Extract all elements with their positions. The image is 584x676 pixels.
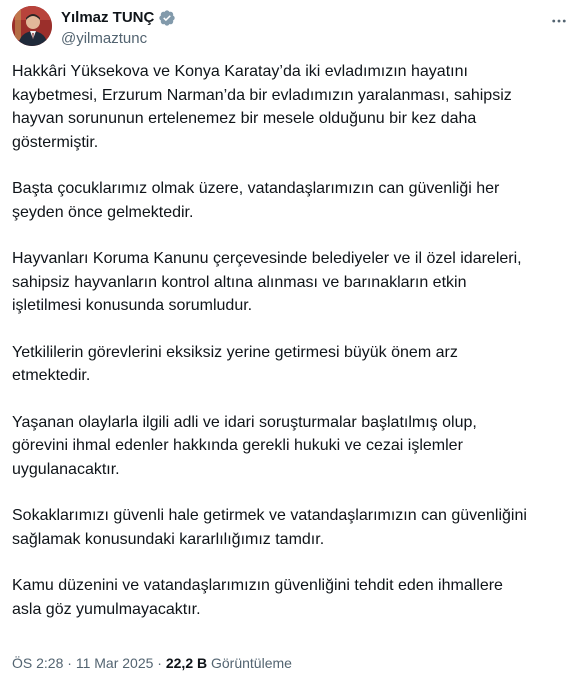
meta-separator: · [63,655,76,671]
verified-badge-icon [158,9,176,27]
tweet-paragraph: Hakkâri Yüksekova ve Konya Karatay’da iki evladımızın hayatını kaybetmesi, Erzurum Narman’da bir evladımızın yaralanması, sahipsiz hayvan sorununun ertelenemez bir mesele olduğunu bir kez daha göstermiştir. [12,63,512,151]
tweet-paragraph: Kamu düzenini ve vatandaşlarımızın güvenliğini tehdit eden ihmallere asla göz yumulmayacaktır. [12,577,503,618]
tweet-paragraph: Başta çocuklarımız olmak üzere, vatandaşlarımızın can güvenliği her şeyden önce gelmektedir. [12,180,500,221]
tweet-paragraph: Yetkililerin görevlerini eksiksiz yerine getirmesi büyük önem arz etmektedir. [12,343,458,384]
tweet-paragraph: Hayvanları Koruma Kanunu çerçevesinde belediyeler ve il özel idareleri, sahipsiz hayvanların kontrol altına alınması ve barınakların etkin işletilmesi konusunda sorumludur. [12,250,522,314]
tweet-header [12,6,572,52]
post-date[interactable]: 11 Mar 2025 [75,655,154,671]
views-count: 22,2 B [165,655,208,671]
user-handle[interactable]: @yilmaztunc [61,30,148,47]
display-name[interactable]: Yılmaz TUNÇ [61,9,155,26]
avatar[interactable] [12,6,52,46]
more-options-button[interactable] [548,10,570,32]
views-label: Görüntüleme [207,655,292,671]
profile-photo-icon [12,6,52,46]
ellipsis-icon [550,12,568,30]
meta-separator: · [153,655,166,671]
tweet-text [12,60,580,644]
tweet-paragraph: Sokaklarımızı güvenli hale getirmek ve vatandaşlarımızın can güvenliğini sağlamak konusundaki kararlılığımız tamdır. [12,507,527,548]
post-time[interactable]: ÖS 2:28 [12,655,64,671]
tweet-meta [12,653,292,673]
name-row [61,8,176,28]
tweet-paragraph: Yaşanan olaylarla ilgili adli ve idari soruşturmalar başlatılmış olup, görevini ihmal edenler hakkında gerekli hukuki ve cezai işlemler uygulanacaktır. [12,413,477,478]
